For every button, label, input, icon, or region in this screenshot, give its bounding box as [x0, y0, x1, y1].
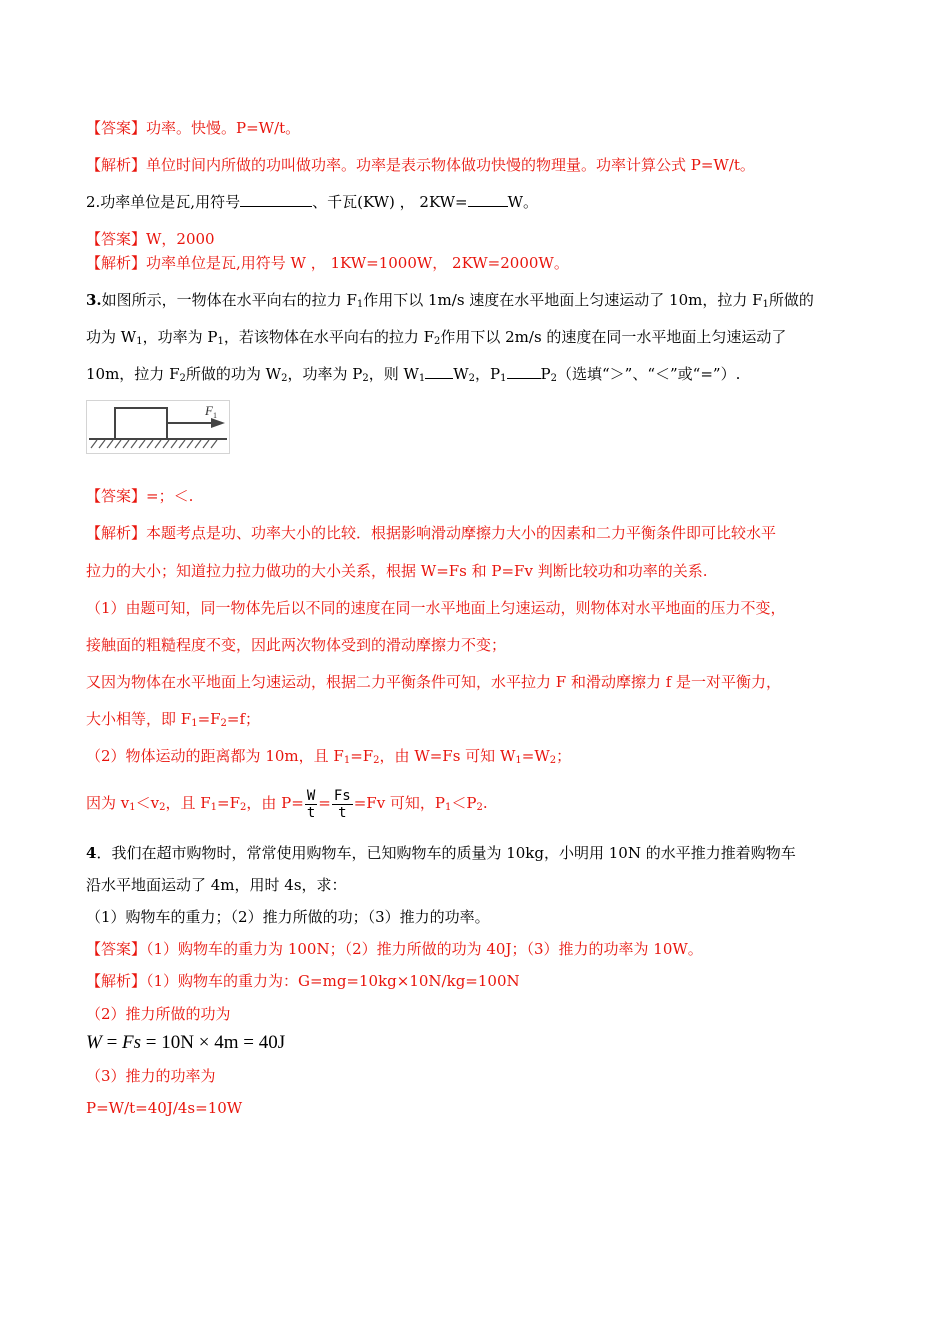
q3-a8-a: 因为 v [86, 794, 130, 812]
q3-blank-work [425, 364, 453, 379]
q2-answer: 【答案】W，2000 [86, 230, 215, 248]
q3-answer: 【答案】=；＜. [86, 487, 194, 505]
q3-a8-c: ，且 F [165, 794, 211, 812]
q3-a7-c: ，由 W=Fs 可知 W [379, 747, 516, 765]
q2-blank-value [468, 192, 508, 207]
frac-num: W [306, 787, 316, 804]
q2-text-part2: 、千瓦(KW) ， 2KW= [312, 193, 468, 211]
q2-question [86, 192, 538, 212]
q4-analysis3: （3）推力的功率为 [86, 1067, 216, 1085]
q3-analysis-l2: 拉力的大小；知道拉力拉力做功的大小关系，根据 W=Fs 和 P=Fv 判断比较功和功率的关系. [86, 562, 708, 580]
sub-1: 1 [191, 718, 198, 729]
q3-a6-a: 大小相等，即 F [86, 710, 192, 728]
q4-l1-text: ．我们在超市购物时，常常使用购物车，已知购物车的质量为 10kg，小明用 10N 的水平推力推着购物车 [96, 844, 796, 862]
force-diagram-figure [86, 400, 230, 454]
q3-blank-power [507, 364, 541, 379]
fraction-w-over-t [305, 788, 317, 821]
q3-a8-h: . [482, 794, 488, 812]
q4-work-formula: W = Fs = 10N × 4m = 40J [86, 1032, 286, 1053]
formula-w: W [86, 1032, 102, 1053]
sub-2: 2 [220, 718, 227, 729]
sub-1: 1 [515, 755, 522, 766]
q2-text-part1: 2.功率单位是瓦,用符号 [86, 193, 241, 211]
sub-2: 2 [434, 336, 441, 347]
q4-line3: （1）购物车的重力；（2）推力所做的功；（3）推力的功率。 [86, 908, 490, 926]
q3-a7-d: =W [521, 747, 550, 765]
q2-blank-symbol [240, 192, 312, 207]
q1-analysis: 【解析】单位时间内所做的功叫做功率。功率是表示物体做功快慢的物理量。功率计算公式 P=W/t。 [86, 156, 755, 174]
q3-analysis-l3: （1）由题可知，同一物体先后以不同的速度在同一水平地面上匀速运动，则物体对水平地面的压力不变， [86, 599, 786, 617]
sub-2: 2 [240, 802, 247, 813]
q3-a7-b: =F [350, 747, 374, 765]
q3-analysis-l6 [86, 709, 260, 729]
q3-l3-b: 所做的功为 W [185, 365, 282, 383]
force-diagram-svg [87, 401, 229, 453]
q3-analysis-l5: 又因为物体在水平地面上匀速运动，根据二力平衡条件可知，水平拉力 F 和滑动摩擦力 f 是一对平衡力， [86, 673, 782, 691]
q3-l1-c: 作用下以 1m/s 速度在水平地面上匀速运动了 10m，拉力 F [363, 291, 763, 309]
q3-l3-c: ，功率为 P [287, 365, 363, 383]
q3-analysis-l7 [86, 746, 571, 766]
q3-l3-e: W [453, 365, 469, 383]
q3-a7-e: ； [556, 747, 572, 765]
sub-2: 2 [159, 802, 166, 813]
sub-1: 1 [445, 802, 452, 813]
q3-l3-g: P [540, 365, 551, 383]
sub-1: 1 [217, 336, 224, 347]
sub-1: 1 [418, 373, 426, 384]
q4-analysis2: （2）推力所做的功为 [86, 1005, 231, 1023]
q3-a8-f: =Fv 可知，P [353, 794, 446, 812]
q3-a7-a: （2）物体运动的距离都为 10m，且 F [86, 747, 344, 765]
sub-2: 2 [281, 373, 288, 384]
frac-num: Fs [333, 787, 351, 804]
q4-analysis4: P=W/t=40J/4s=10W [86, 1099, 243, 1117]
formula-fs: Fs [122, 1032, 142, 1053]
sub-2: 2 [373, 755, 380, 766]
ground-hatching [91, 440, 217, 448]
sub-1: 1 [762, 299, 769, 310]
sub-1: 1 [210, 802, 218, 813]
sub-2: 2 [476, 802, 483, 813]
q3-l2-c: ，若该物体在水平向右的拉力 F [223, 328, 434, 346]
sub-1: 1 [129, 802, 136, 813]
q1-answer: 【答案】功率。快慢。P=W/t。 [86, 119, 301, 137]
q3-analysis-l4: 接触面的粗糙程度不变，因此两次物体受到的滑动摩擦力不变； [86, 636, 507, 654]
q4-analysis1: 【解析】（1）购物车的重力为：G=mg=10kg×10N/kg=100N [86, 972, 520, 990]
sub-2: 2 [179, 373, 186, 384]
frac-den: t [338, 804, 347, 821]
q3-a8-e: ，由 P= [246, 794, 304, 812]
equals-sign: = [318, 794, 331, 812]
q3-a6-c: =f； [226, 710, 261, 728]
q3-line2 [86, 327, 786, 347]
q3-number: 3. [86, 291, 102, 309]
fraction-fs-over-t [332, 788, 353, 821]
q3-l3-d: ，则 W [368, 365, 419, 383]
frac-den: t [306, 804, 316, 821]
q3-a6-b: =F [197, 710, 221, 728]
force-label: F [205, 403, 213, 418]
sub-1: 1 [356, 299, 364, 310]
block-shape [115, 408, 167, 439]
q3-analysis-l8 [86, 784, 488, 822]
q3-line1 [86, 290, 814, 310]
q2-analysis: 【解析】功率单位是瓦,用符号 W ， 1KW=1000W， 2KW=2000W。 [86, 254, 569, 272]
q3-a8-b: ＜v [135, 794, 160, 812]
q2-text-part3: W。 [507, 193, 539, 211]
force-label-sub: 1 [213, 411, 217, 420]
q4-answer: 【答案】（1）购物车的重力为 100N；（2）推力所做的功为 40J；（3）推力的功率为 10W。 [86, 940, 703, 958]
sub-1: 1 [500, 373, 507, 384]
q3-l2-d: 作用下以 2m/s 的速度在同一水平地面上匀速运动了 [440, 328, 787, 346]
q4-line2: 沿水平地面运动了 4m，用时 4s，求： [86, 876, 347, 894]
q3-l1-b: 如图所示，一物体在水平向右的拉力 F [101, 291, 357, 309]
q3-analysis-l1: 【解析】本题考点是功、功率大小的比较．根据影响滑动摩擦力大小的因素和二力平衡条件即可比较水平 [86, 524, 777, 542]
q3-line3 [86, 364, 740, 384]
formula-rest: 10N × 4m = 40J [161, 1032, 286, 1053]
q3-l3-a: 10m，拉力 F [86, 365, 180, 383]
q3-l3-f: ，P [475, 365, 501, 383]
sub-2: 2 [468, 373, 476, 384]
q4-number: 4 [86, 844, 97, 862]
q3-l2-b: ，功率为 P [142, 328, 218, 346]
q3-l3-h: （选填“＞”、“＜”或“=”）. [556, 365, 741, 383]
sub-2: 2 [550, 373, 557, 384]
q3-l2-a: 功为 W [86, 328, 137, 346]
q4-line1 [86, 843, 796, 863]
sub-2: 2 [549, 755, 557, 766]
sub-1: 1 [136, 336, 143, 347]
q3-a8-d: =F [217, 794, 241, 812]
q3-l1-d: 所做的 [768, 291, 814, 309]
sub-1: 1 [343, 755, 351, 766]
sub-2: 2 [362, 373, 369, 384]
q3-a8-g: ＜P [451, 794, 477, 812]
